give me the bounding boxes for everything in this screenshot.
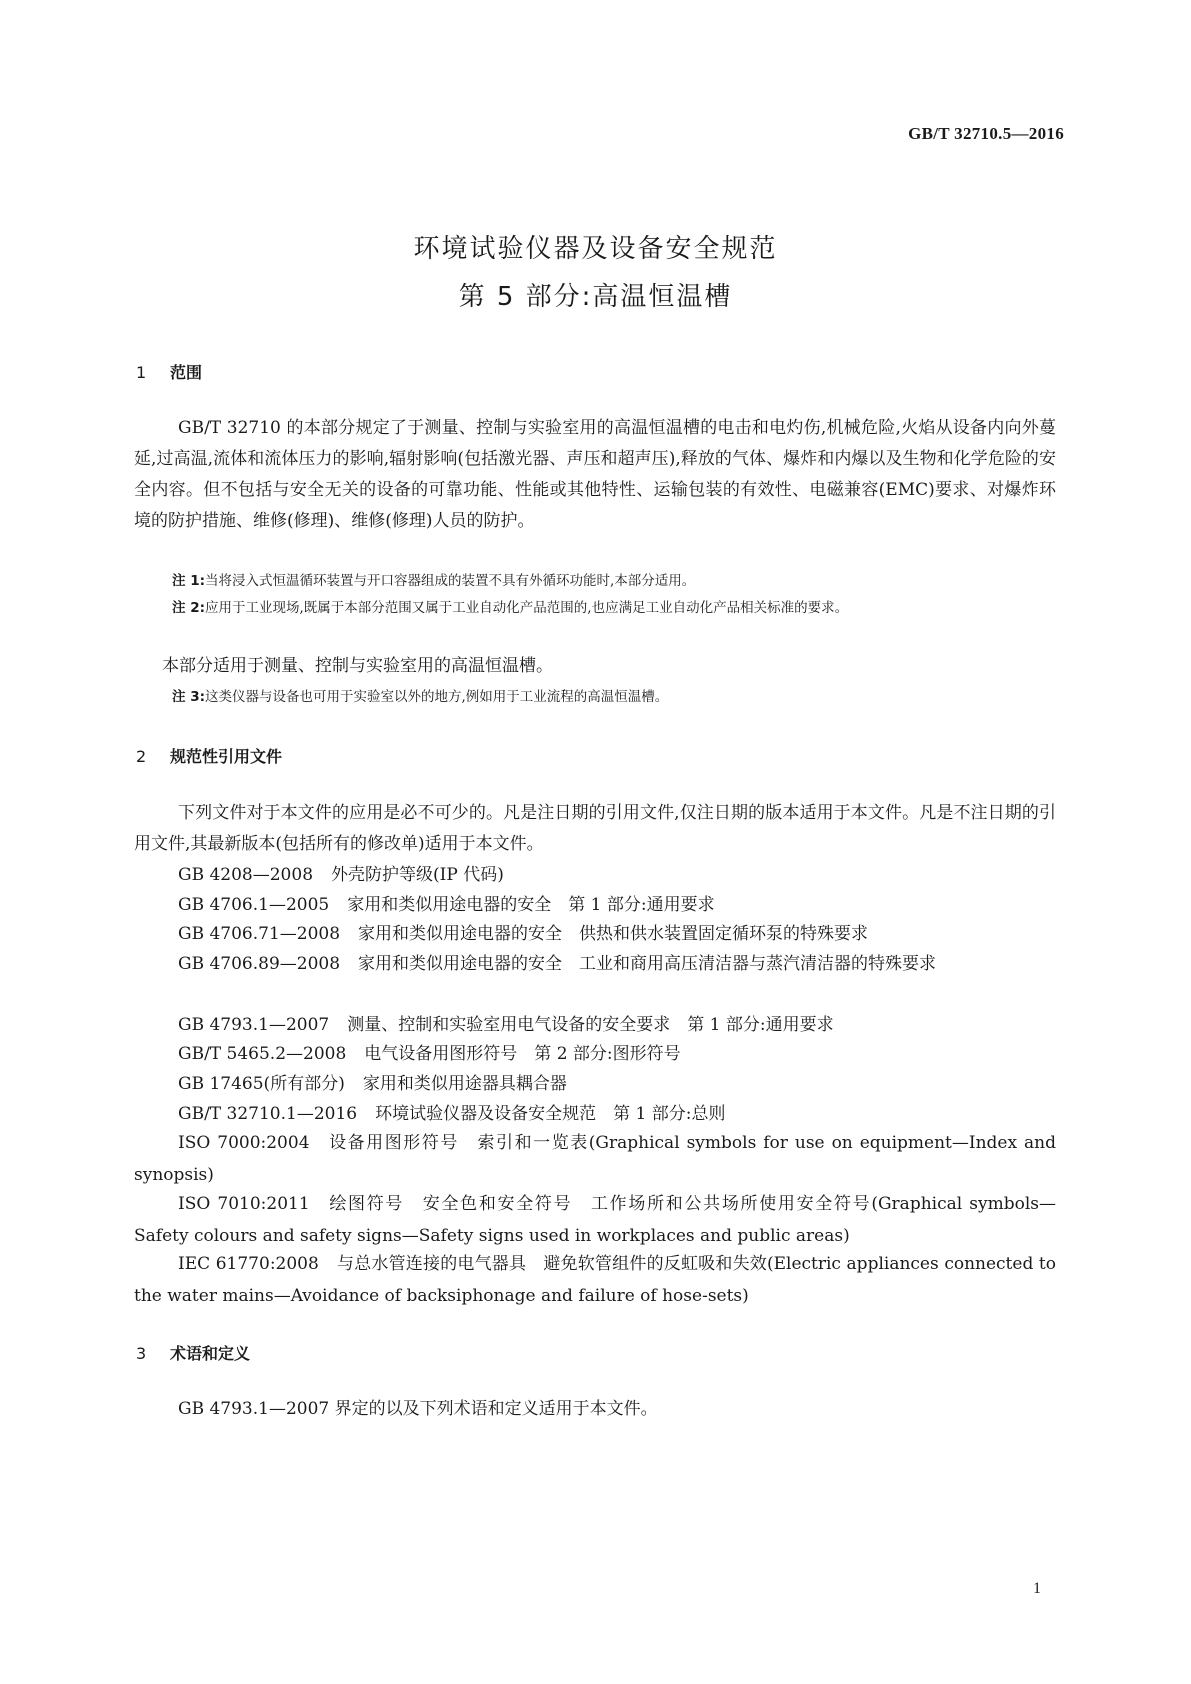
- reference-title: 与总水管连接的电气器具 避免软管组件的反虹吸和失效(Electric appliances connected to the water mains—Avoidance of backsiphonage and failure of hose-sets): [134, 1254, 1056, 1306]
- reference-code: GB 4706.71—2008: [178, 924, 341, 944]
- reference-title: 设备用图形符号 索引和一览表(Graphical symbols for use on equipment—Index and synopsis): [134, 1133, 1056, 1185]
- document-subtitle: 第 5 部分:高温恒温槽: [458, 282, 733, 312]
- reference-title: 电气设备用图形符号 第 2 部分:图形符号: [364, 1044, 681, 1064]
- section-1-heading: [136, 360, 202, 383]
- reference-title: 外壳防护等级(IP 代码): [331, 865, 504, 885]
- reference-item: [134, 1127, 1056, 1191]
- note-text: 这类仪器与设备也可用于实验室以外的地方,例如用于工业流程的高温恒温槽。: [205, 689, 669, 705]
- reference-code: ISO 7000:2004: [178, 1133, 310, 1153]
- reference-title: 家用和类似用途器具耦合器: [362, 1074, 567, 1094]
- reference-code: GB 4793.1—2007: [178, 1015, 330, 1035]
- note-label: 注 1:: [172, 573, 205, 589]
- reference-title: 家用和类似用途电器的安全 工业和商用高压清洁器与蒸汽清洁器的特殊要求: [358, 954, 937, 974]
- section-number: 3: [136, 1344, 147, 1363]
- reference-title: 家用和类似用途电器的安全 供热和供水装置固定循环泵的特殊要求: [358, 924, 869, 944]
- reference-item: [134, 1009, 1056, 1041]
- note-1: [172, 566, 1056, 596]
- note-2: [172, 593, 1056, 623]
- reference-item: [134, 1098, 1056, 1130]
- reference-item: [134, 1248, 1056, 1312]
- section-title: 术语和定义: [170, 1344, 251, 1363]
- reference-item: [134, 889, 1056, 921]
- reference-title: 测量、控制和实验室用电气设备的安全要求 第 1 部分:通用要求: [347, 1015, 834, 1035]
- note-text: 当将浸入式恒温循环装置与开口容器组成的装置不具有外循环功能时,本部分适用。: [205, 573, 696, 589]
- reference-item: [134, 918, 1056, 950]
- note-3: [172, 682, 1056, 712]
- reference-code: GB 4706.89—2008: [178, 954, 341, 974]
- section-title: 范围: [170, 363, 203, 382]
- reference-title: 家用和类似用途电器的安全 第 1 部分:通用要求: [347, 895, 715, 915]
- reference-code: GB 17465(所有部分): [178, 1074, 345, 1094]
- page-number: 1: [1033, 1580, 1041, 1597]
- section-number: 1: [136, 363, 147, 382]
- scope-applicability: 本部分适用于测量、控制与实验室用的高温恒温槽。: [162, 656, 553, 676]
- reference-code: IEC 61770:2008: [178, 1254, 319, 1274]
- reference-item: [134, 859, 1056, 891]
- section-2-heading: [136, 744, 282, 767]
- reference-title: 环境试验仪器及设备安全规范 第 1 部分:总则: [375, 1104, 726, 1124]
- note-label: 注 2:: [172, 600, 205, 616]
- terms-paragraph: GB 4793.1—2007 界定的以及下列术语和定义适用于本文件。: [178, 1399, 658, 1419]
- document-title: 环境试验仪器及设备安全规范: [413, 234, 778, 264]
- section-3-heading: [136, 1341, 250, 1364]
- section-title: 规范性引用文件: [170, 747, 283, 766]
- standard-code: GB/T 32710.5—2016: [908, 124, 1064, 143]
- reference-code: GB 4208—2008: [178, 865, 314, 885]
- reference-code: GB/T 32710.1—2016: [178, 1104, 358, 1124]
- references-intro: 下列文件对于本文件的应用是必不可少的。凡是注日期的引用文件,仅注日期的版本适用于本文件。凡是不注日期的引用文件,其最新版本(包括所有的修改单)适用于本文件。: [134, 803, 1056, 854]
- reference-code: ISO 7010:2011: [178, 1194, 310, 1214]
- scope-paragraph: GB/T 32710 的本部分规定了于测量、控制与实验室用的高温恒温槽的电击和电灼伤,机械危险,火焰从设备内向外蔓延,过高温,流体和流体压力的影响,辐射影响(包括激光器、声压和超声压),释放的气体、爆炸和内爆以及生物和化学危险的安全内容。但不包括与安全无关的设备的可靠功能、性能或其他特性、运输包装的有效性、电磁兼容(EMC)要求、对爆炸环境的防护措施、维修(修理)、维修(修理)人员的防护。: [134, 418, 1056, 531]
- section-number: 2: [136, 747, 147, 766]
- reference-item: [134, 1068, 1056, 1100]
- note-text: 应用于工业现场,既属于本部分范围又属于工业自动化产品范围的,也应满足工业自动化产品相关标准的要求。: [205, 600, 849, 616]
- reference-code: GB 4706.1—2005: [178, 895, 330, 915]
- reference-item: [134, 948, 1056, 980]
- note-label: 注 3:: [172, 689, 205, 705]
- reference-code: GB/T 5465.2—2008: [178, 1044, 347, 1064]
- reference-title: 绘图符号 安全色和安全符号 工作场所和公共场所使用安全符号(Graphical symbols—Safety colours and safety signs—Safety signs used in workplaces and public areas): [134, 1194, 1056, 1246]
- reference-item: [134, 1038, 1056, 1070]
- reference-item: [134, 1188, 1056, 1252]
